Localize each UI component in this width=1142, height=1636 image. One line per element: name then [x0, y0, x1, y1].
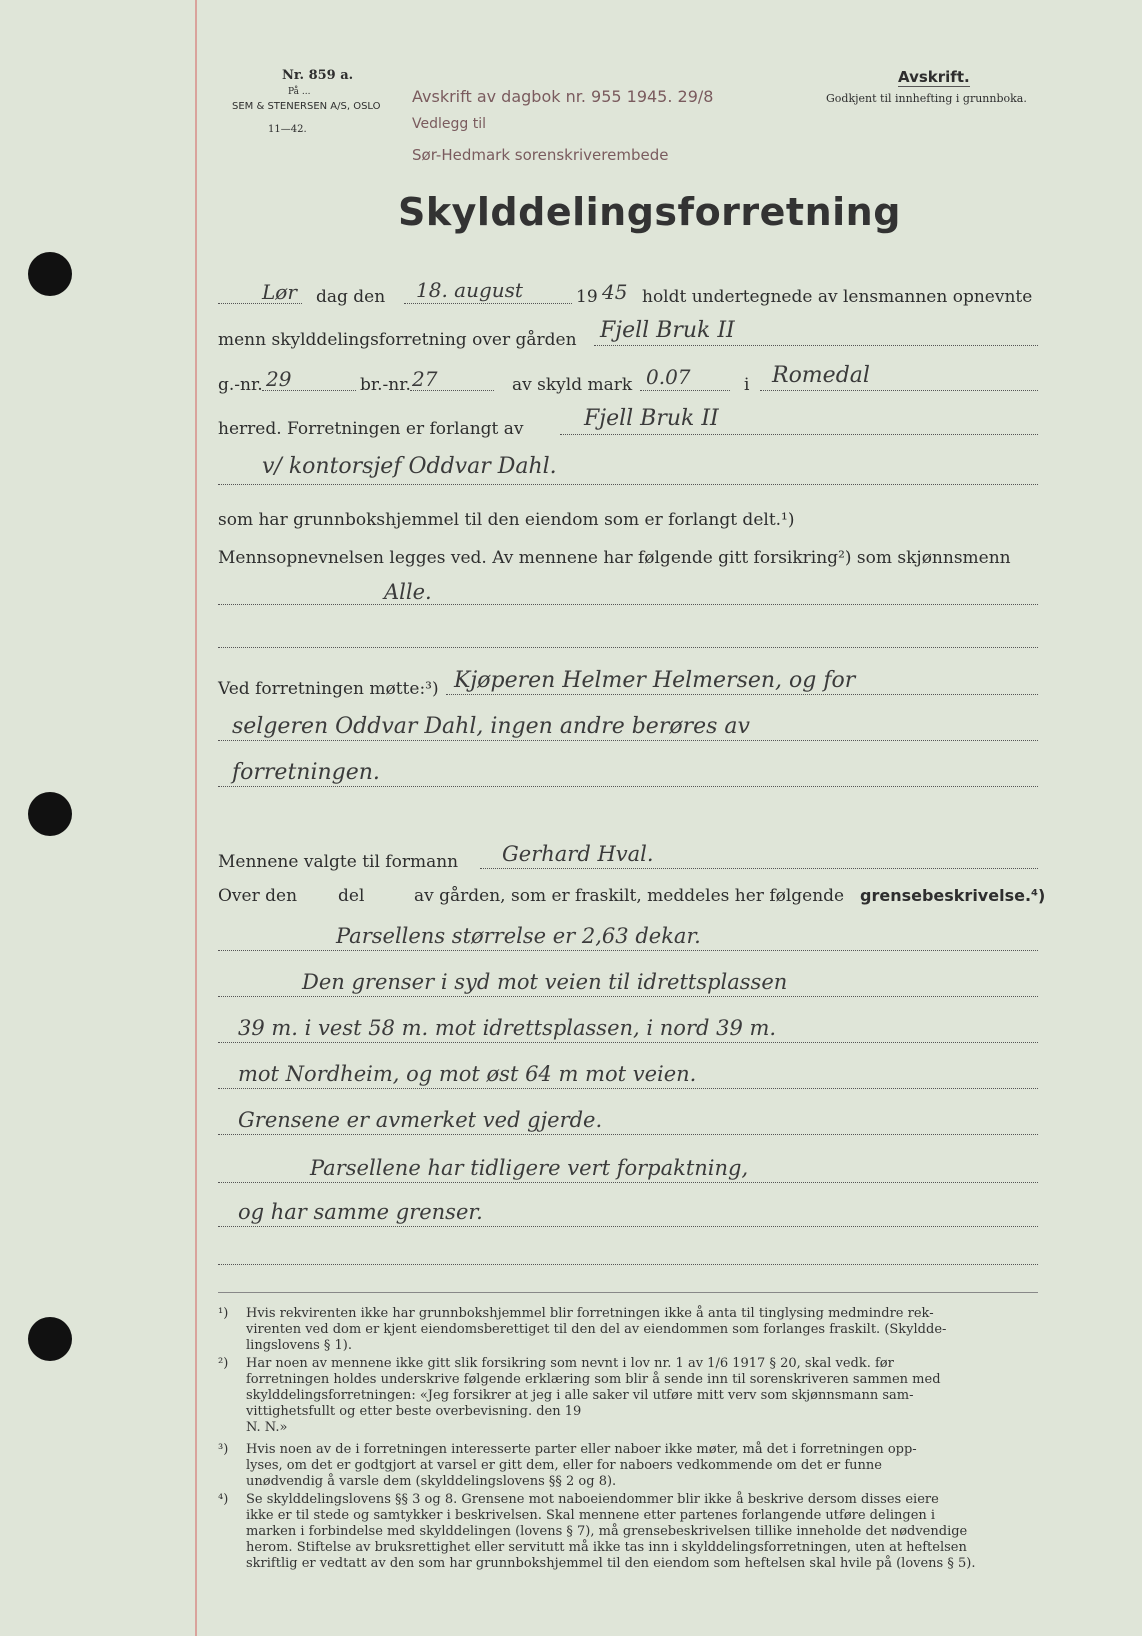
footnote-3	[218, 1442, 1048, 1490]
day-value: Lør	[262, 280, 297, 304]
description-line-1: Parsellens størrelse er 2,63 dekar.	[336, 924, 701, 948]
herred-label: herred. Forretningen er forlangt av	[218, 419, 524, 439]
present-value-1: Kjøperen Helmer Helmersen, og for	[454, 668, 856, 693]
stamp-line-2: Vedlegg til	[412, 116, 486, 132]
present-line-3	[218, 786, 1038, 787]
printer-line-3: 11—42.	[268, 124, 307, 135]
year-prefix: 19	[576, 287, 598, 307]
over-den-label: Over den	[218, 886, 298, 906]
punch-hole-top	[28, 252, 72, 296]
footnote-3-number: ³)	[218, 1442, 229, 1457]
stamp-line-3: Sør-Hedmark sorenskriverembede	[412, 146, 669, 164]
printer-line-1: På ...	[288, 87, 311, 97]
bnr-line	[410, 390, 494, 391]
approved-text: Godkjent til innhefting i grunnboka.	[826, 92, 1027, 105]
description-rule-6	[218, 1182, 1038, 1183]
over-label: menn skylddelingsforretning over gården	[218, 330, 577, 350]
insurance-line-2	[218, 647, 1038, 648]
page-title: Skylddelingsforretning	[398, 190, 901, 234]
copy-label: Avskrift.	[898, 68, 970, 86]
footnote-separator	[218, 1292, 1038, 1293]
mennsopnevnelsen-text: Mennsopnevnelsen legges ved. Av mennene har følgende gitt forsikring²) som skjønnsmenn	[218, 548, 1011, 568]
description-line-4: mot Nordheim, og mot øst 64 m mot veien.	[238, 1062, 697, 1086]
gnr-line	[262, 390, 356, 391]
description-line-6: Parsellene har tidligere vert forpaktning,	[310, 1156, 749, 1180]
hjemmel-text: som har grunnbokshjemmel til den eiendom som er forlangt delt.¹)	[218, 510, 795, 530]
date-value: 18. august	[416, 278, 523, 302]
stamp-line-1: Avskrift av dagbok nr. 955 1945. 29/8	[412, 87, 714, 106]
skyld-line	[640, 390, 730, 391]
description-rule-1	[218, 950, 1038, 951]
footnote-4	[218, 1492, 1048, 1572]
day-line	[218, 303, 302, 304]
in-label: i	[744, 375, 750, 395]
footnote-1	[218, 1306, 1048, 1354]
description-rule-2	[218, 996, 1038, 997]
description-rule-3	[218, 1042, 1038, 1043]
description-line-2: Den grenser i syd mot veien til idrettsplassen	[302, 970, 788, 994]
footnote-1-number: ¹)	[218, 1306, 229, 1321]
present-value-2: selgeren Oddvar Dahl, ingen andre berøres av	[232, 714, 750, 739]
del-label: del	[338, 886, 365, 906]
requested-by-line	[560, 434, 1038, 435]
farm-value: Fjell Bruk II	[600, 318, 735, 343]
footnote-1-text: Hvis rekvirenten ikke har grunnbokshjemmel blir forretningen ikke å anta til tinglysing medmindre rek- virenten ved dom er kjent eiendomsberettiget til den del av eiendommen som forlanges fraskilt. (Skyldde- lingslovens § 1).	[246, 1306, 947, 1353]
footnote-4-number: ⁴)	[218, 1492, 229, 1507]
footnote-2	[218, 1356, 1048, 1436]
description-rule-5	[218, 1134, 1038, 1135]
skyld-value: 0.07	[646, 365, 691, 389]
footnote-3-text: Hvis noen av de i forretningen interesserte parter eller naboer ikke møter, må det i forretningen opp- lyses, om det er godtgjort at varsel er gitt dem, eller for naboers vedkommende om det er funne unødvendig å varsle dem (skylddelingslovens §§ 2 og 8).	[246, 1442, 917, 1489]
description-line-5: Grensene er avmerket ved gjerde.	[238, 1108, 603, 1132]
gnr-value: 29	[266, 367, 292, 391]
chairman-value: Gerhard Hval.	[502, 842, 654, 866]
present-line-2	[218, 740, 1038, 741]
held-text: holdt undertegnede av lensmannen opnevnte	[642, 287, 1033, 307]
bnr-label: br.-nr.	[360, 375, 411, 395]
skyld-label: av skyld mark	[512, 375, 633, 395]
date-line	[404, 303, 572, 304]
boundary-heading: grensebeskrivelse.⁴)	[860, 886, 1046, 905]
punch-hole-bottom	[28, 1317, 72, 1361]
boundary-text: av gården, som er fraskilt, meddeles her følgende	[414, 886, 845, 906]
description-line-7: og har samme grenser.	[238, 1200, 483, 1224]
present-value-3: forretningen.	[232, 760, 380, 785]
printer-line-2: SEM & STENERSEN A/S, OSLO	[232, 101, 381, 112]
description-rule-4	[218, 1088, 1038, 1089]
requested-by-value-2: v/ kontorsjef Oddvar Dahl.	[262, 454, 557, 479]
year-value: 45	[602, 280, 628, 304]
present-line-1	[446, 694, 1038, 695]
description-rule-7	[218, 1226, 1038, 1227]
punch-hole-middle	[28, 792, 72, 836]
requested-by-line-2	[218, 484, 1038, 485]
chairman-label: Mennene valgte til formann	[218, 852, 459, 872]
bnr-value: 27	[412, 367, 438, 391]
day-label: dag den	[316, 287, 386, 307]
gnr-label: g.-nr.	[218, 375, 263, 395]
insurance-line-1	[218, 604, 1038, 605]
present-label: Ved forretningen møtte:³)	[218, 679, 439, 699]
footnote-2-text: Har noen av mennene ikke gitt slik forsikring som nevnt i lov nr. 1 av 1/6 1917 § 20, skal vedk. før forretningen holdes underskrive følgende erklæring som blir å sende inn til sorenskriveren sammen med skylddelingsforretningen: «Jeg forsikrer at jeg i alle saker vil utføre mitt verv som skjønnsmann sam- vittighetsfullt og etter beste overbevisning. den 19 N. N.»	[246, 1356, 941, 1435]
footnote-4-text: Se skylddelingslovens §§ 3 og 8. Grensene mot naboeiendommer blir ikke å beskrive dersom disses eiere ikke er til stede og samtykker i beskrivelsen. Skal mennene etter partenes forlangende utføre delingen i marken i forbindelse med skylddelingen (lovens § 7), må grensebeskrivelsen tillike inneholde det nødvendige herom. Stiftelse av bruksrettighet eller servitutt må ikke tas inn i skylddelingsforretningen, uten at heftelsen skriftlig er vedtatt av den som har grunnbokshjemmel til den eiendom som heftelsen skal hvile på (lovens § 5).	[246, 1492, 976, 1571]
chairman-line	[480, 868, 1038, 869]
margin-rule	[195, 0, 197, 1636]
farm-line	[594, 345, 1038, 346]
insurance-value: Alle.	[384, 580, 432, 604]
footnote-2-number: ²)	[218, 1356, 229, 1371]
requested-by-value: Fjell Bruk II	[584, 406, 719, 431]
form-number: Nr. 859 a.	[282, 68, 354, 83]
municipality-line	[760, 390, 1038, 391]
municipality-value: Romedal	[772, 363, 870, 388]
description-rule-8	[218, 1264, 1038, 1265]
description-line-3: 39 m. i vest 58 m. mot idrettsplassen, i nord 39 m.	[238, 1016, 777, 1040]
